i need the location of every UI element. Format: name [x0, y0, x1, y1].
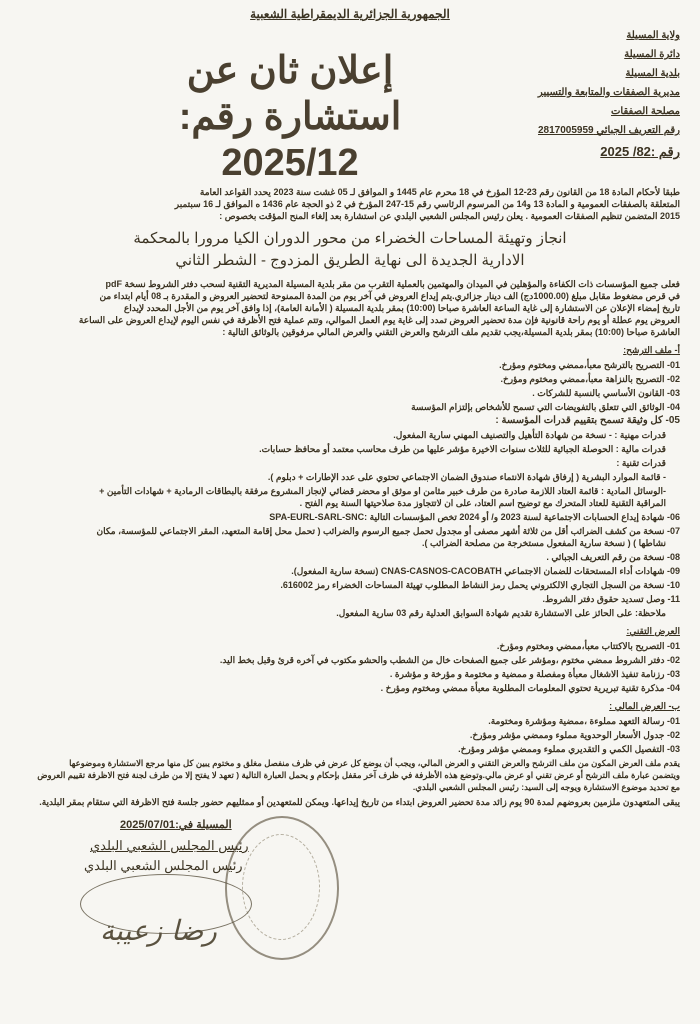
list-item: 03- القانون الأساسي بالنسبة للشركات . [532, 388, 680, 398]
intro-line: طبقا لأحكام المادة 18 من القانون رقم 23-12 المؤرخ في 18 محرم عام 1445 و الموافق لـ 05 غشت سنة 2023 يحدد القواعد العامة [199, 187, 680, 197]
capacity-line: قدرات مهنية : - نسخة من شهادة التأهيل والتصنيف المهني سارية المفعول. [393, 430, 666, 440]
project-title: الادارية الجديدة الى نهاية الطريق المزدوج - الشطر الثاني [175, 252, 525, 269]
page-title: إعلان ثان عن استشارة رقم: 2025/12 [178, 50, 402, 184]
reference-number: رقم :82/ 2025 [600, 144, 680, 159]
republic-header: الجمهورية الجزائرية الديمقراطية الشعبية [250, 7, 450, 21]
list-item: 04- الوثائق التي تتعلق بالتفويضات التي تسمح للأشخاص بإلتزام المؤسسة [411, 402, 680, 412]
closing-line: مع تحديد موضوع الاستشارة ويوجه إلى السيد: رئيس المجلس الشعبي البلدي. [412, 782, 680, 792]
capacity-line: قدرات تقنية : [616, 458, 666, 468]
list-item: 08- نسخة من رقم التعريف الجبائي . [546, 552, 680, 562]
daira: دائرة المسيلة [624, 49, 680, 60]
list-item: 09- شهادات أداء المستحقات للضمان الاجتماعي CNAS-CASNOS-CACOBATH (نسخة سارية المفعول). [291, 566, 680, 576]
list-item: 07- نسخة من كشف الضرائب أقل من ثلاثة أشهر مصفى أو مجدول تحمل جميع الرسوم والضرائب ( تحمل محل إقامة المتعهد، المقر الاجتماعي للمؤسسة، مكان [96, 526, 680, 536]
list-item: 02- جدول الأسعار الوحدوية مملوء وممضي مؤشر ومؤرخ. [469, 730, 680, 740]
list-item: 02- دفتر الشروط ممضي مختوم ،ومؤشر على جميع الصفحات خال من الشطب والحشو مكتوب في آخره قرئ وقبل بخط اليد. [219, 655, 680, 665]
body-line: فعلى جميع المؤسسات ذات الكفاءة والمؤهلين في الميدان والمهتمين بالعملية التقرب من مقر بلدية المسيلة المديرية التقنية لسحب دفتر الشروط نسخة pdF [105, 279, 680, 289]
capacity-line: - قائمة الموارد البشرية ( إرفاق شهادة الانتماء صندوق الضمان الاجتماعي تحتوي على عدد الإطارات + دبلوم ). [267, 472, 666, 482]
title-area [20, 30, 450, 186]
official-stamp-inner [242, 834, 320, 940]
body-line: العروض يوم عطلة أو يوم راحة قانونية فإن مدة تحضير العروض تمدد إلى غاية يوم العمل الموالي، وتتم عملية فتح الأظرفة في نفس اليوم لإيداع العروض على الساعة [78, 315, 680, 325]
candidacy-heading: أ- ملف الترشح: [623, 345, 680, 355]
list-item: 05- كل وثيقة تسمح بتقييم قدرات المؤسسة : [495, 415, 680, 426]
body-line: العاشرة صباحا (10:00) بمقر بلدية المسيلة،يجب تقديم ملف الترشح والعرض التقني والعرض المالي مرفوقين بالوثائق التالية : [222, 327, 680, 337]
list-item: 03- رزنامة تنفيذ الاشغال معبأة ومفصلة و ممضية و مختومة و مؤرخة و مؤشرة . [389, 669, 680, 679]
intro-line: 2015 المتضمن تنظيم الصفقات العمومية . يعلن رئيس المجلس الشعبي البلدي عن استشارة بعد إلغاء المنح المؤقت بخصوص : [219, 211, 680, 221]
project-title: انجاز وتهيئة المساحات الخضراء من محور الدوران الكيا مرورا بالمحكمة [133, 230, 567, 247]
note: ملاحظة: على الحائز على الاستشارة تقديم شهادة السوابق العدلية رقم 03 سارية المفعول. [336, 608, 666, 618]
list-item: 10- نسخة من السجل التجاري الالكتروني يحمل رمز النشاط المطلوب تهيئة المساحات الخضراء رمز 616002. [280, 580, 680, 590]
final-note: يبقى المتعهدون ملزمين بعروضهم لمدة 90 يوم زائد مدة تحضير العروض ابتداء من تاريخ إيداعها. ويمكن للمتعهدين أو ممثليهم حضور جلسة فتح الاظرفة التي ستقام بمقر البلدية. [39, 797, 680, 807]
list-item: 06- شهادة إيداع الحسابات الاجتماعية لسنة 2023 و/ أو 2024 تخص المؤسسات التالية :SPA-EURL-SARL-SNC [269, 512, 680, 522]
commune: بلدية المسيلة [625, 68, 680, 79]
list-item: 01- التصريح بالاكتتاب معبأ،ممضي ومختوم ومؤرخ. [496, 641, 680, 651]
issuer-block [450, 30, 680, 166]
capacity-line: قدرات مالية : الحوصلة الجبائية للثلاث سنوات الاخيرة مؤشر عليها من طرف محاسب معتمد أو محافظ حسابات. [259, 444, 666, 454]
list-item: 01- رسالة التعهد مملوءة ،ممضية ومؤشرة ومختومة. [488, 716, 680, 726]
header-area [20, 30, 680, 186]
body-line: في قرص مضغوط مقابل مبلغ (1000.00دج) الف دينار جزائري.يتم إيداع العروض في آخر يوم من المدة الممنوحة لتحضير العروض و المقدرة بـ 08 أيام ابتداء من [99, 291, 680, 301]
place-date: المسيلة في:2025/07/01 [120, 819, 232, 831]
tax-id: رقم التعريف الجبائي 2817005959 [537, 125, 680, 136]
capacity-line: المراقبة التقنية للعتاد المتحرك مع توضيح اسم العتاد، على ان لاتتجاوز مدة صلاحيتها السنة يوم الفتح . [299, 498, 666, 508]
list-item: 01- التصريح بالترشح معبأ،ممضي ومختوم ومؤرخ. [499, 360, 680, 370]
intro-line: المتعلقة بالصفقات العمومية و المادة 13 و14 من المرسوم الرئاسي رقم 15-247 المؤرخ في 2 ذو الحجة عام 1436 ه الموافق لـ 16 سبتمبر [174, 199, 680, 209]
stamp-title: رئيس المجلس الشعبي البلدي [84, 858, 243, 873]
closing-line: ويتضمن عبارة ملف الترشح أو عرض تقني او عرض مالي.وتوضع هذه الأظرفة في ظرف آخر مقفل بإحكام و يحمل العبارة التالية ( تعهد لا يفتح إلا من طرف لجنة فتح الاظرفة تقييم العروض [37, 770, 680, 780]
wilaya: ولاية المسيلة [626, 30, 680, 41]
list-item: 11- وصل تسديد حقوق دفتر الشروط. [542, 594, 680, 604]
directorate: مديرية الصفقات والمتابعة والتسيير [537, 87, 680, 98]
list-item: 04- مذكرة تقنية تبريرية تحتوي المعلومات المطلوبة معبأة ممضي ومختوم ومؤرخ . [380, 683, 680, 693]
technical-heading: العرض التقني: [626, 626, 680, 636]
list-item: 03- التفصيل الكمي و التقديري مملوء وممضي مؤشر ومؤرخ. [458, 744, 680, 754]
financial-heading: ب- العرض المالي : [609, 701, 680, 711]
signature: رضا زعيبة [100, 914, 217, 947]
capacity-line: -الوسائل المادية : قائمة العتاد اللازمة صادرة من طرف خبير مثامن او موثق او محضر قضائي لإنجاز المشروع مرفقة بالبطاقات الرمادية + شهادات التأمين + [99, 486, 666, 496]
list-item: 02- التصريح بالنزاهة معبأ،ممضي ومختوم ومؤرخ. [500, 374, 680, 384]
closing-line: يقدم ملف العرض المكون من ملف الترشح والعرض التقني و العرض المالي، ويجب أن يوضع كل عرض في ظرف منفصل مغلق و مختوم يبين كل منها مرجع الاستشارة وموضوعها [69, 758, 680, 768]
service: مصلحة الصفقات [610, 106, 680, 117]
signature-block [20, 814, 680, 964]
body-line: تاريخ إمضاء الإعلان عن الاستشارة إلى غاية الساعة العاشرة صباحا (10:00) بمقر بلدية المسيلة ( الأمانة العامة)، إذا وافق آخر يوم من الأجل المحدد لإيداع [123, 303, 680, 313]
list-item: نشاطها ) ( نسخة سارية المفعول مستخرجة من مصلحة الضرائب ). [422, 538, 666, 548]
signatory-title: رئيس المجلس الشعبي البلدي [90, 838, 249, 853]
